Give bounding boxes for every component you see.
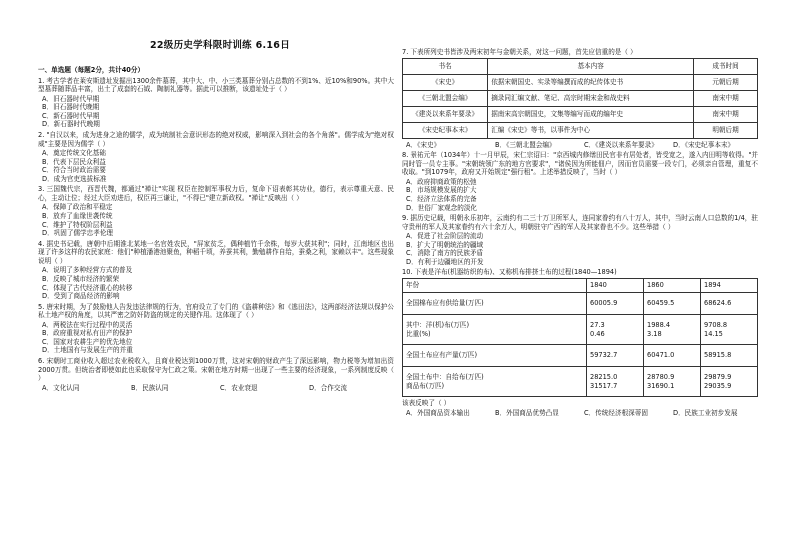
table-header: 基本内容 <box>488 58 694 74</box>
option-c: C．经济立法体系的完备 <box>406 194 477 203</box>
table-row <box>403 345 758 367</box>
table-cell: 60471.0 <box>644 345 701 367</box>
table-cell: 《建炎以来系年要录》 <box>403 106 488 122</box>
question-9 <box>402 214 758 266</box>
question-6 <box>38 357 394 392</box>
option-d: D．成为官吏选拔标准 <box>42 174 107 183</box>
right-column <box>402 48 758 419</box>
option-d: D．受到了商品经济的影响 <box>42 292 120 301</box>
table-cell: 27.3 0.46 <box>587 315 644 345</box>
table-cell: 年份 <box>403 279 587 293</box>
table-cell: 9708.8 14.15 <box>701 315 758 345</box>
table-cell: 依据宋朝国史、实录等编撰而成的纪传体史书 <box>488 74 694 90</box>
option-b: B．《三朝北盟会编》 <box>495 140 556 149</box>
option-c: C．体现了古代经济重心的转移 <box>42 283 133 292</box>
option-b: B．外国商品优势凸显 <box>495 408 559 417</box>
option-b: B．旧石器时代晚期 <box>42 103 100 112</box>
option-d: D．世俗厂家观念的淡化 <box>406 203 478 212</box>
option-d: D．巩固了儒学忠孝伦理 <box>42 229 114 238</box>
table-row <box>403 367 758 397</box>
option-a: A．外国商品资本输出 <box>406 408 470 417</box>
question-5 <box>38 303 394 355</box>
table-cell: 明朝后期 <box>694 122 758 138</box>
table-cell: 1988.4 3.18 <box>644 315 701 345</box>
option-a: A．奠定传统文化基础 <box>42 149 106 158</box>
question-text: 8. 景祐元年（1034年）十一月甲辰，宋仁宗诏曰："京西城内修缮田民官非有居处者，皆受宽之，遂入内田明等收得。"并同时管一员专主事。"宋朝统领广东的地方官要求"，"诸侯因为所能佃户，因而官员需要一段专门，必须亲自管理，重复不收取。"到1079年，政府又开始规定"强行租"。上述举措反映了，当时（ ） <box>402 151 758 177</box>
table-row <box>403 293 758 315</box>
question-text: 7. 下表所列史书皆涉及两宋初年与金朝关系，对这一问题，首先应信重的是（ ） <box>402 48 637 56</box>
table-cell: 28780.9 31690.1 <box>644 367 701 397</box>
option-a: A．保障了政治和平稳定 <box>42 203 113 212</box>
table-cell: 60459.5 <box>644 293 701 315</box>
option-a: A．政府抑商政策的松弛 <box>406 177 477 186</box>
option-a: A．《宋史》 <box>406 140 441 149</box>
option-d: D．合作交流 <box>309 383 348 392</box>
option-c: C．《建炎以来系年要录》 <box>584 140 658 149</box>
table-cell: 《宋史》 <box>403 74 488 90</box>
question-text: 3. 三国魏代宗，西晋代魏，都通过"禅让"实现 权臣在控制军事权力后，复命下诏表彰其功业，德行，表示尊重天意、民心，主动让位；经过大臣劝进后，权臣再三谦让，"不得已"建立新政权。"禅让"反映出（ ） <box>38 185 394 202</box>
page-title: 22级历史学科限时训练 6.16日 <box>149 40 291 51</box>
table-row <box>403 315 758 345</box>
option-a: A．旧石器时代早期 <box>42 94 100 103</box>
table-cell: 59732.7 <box>587 345 644 367</box>
question-text: 9. 据历史记载，明朝永乐初年，云南约有二三十万卫所军人，连同家眷约有八十万人，其中，当时云南人口总数的1/4，驻守贵州的军人及其家眷约有六十余万人，明朝驻守广西的军人及其家眷也不少。这些举措（ ） <box>402 214 758 231</box>
question-text: 6. 宋朝时工商业收入超过农业税收入，且商业税达到1000万贯，这对宋朝的财政产生了深远影响，物力税等为增加出资2000万贯。但统治者即使如此也采取保守为仁政之策。宋朝在地方时期一出现了一些主要的经济现象，一系列制度反映（ ） <box>38 357 394 383</box>
table-row <box>403 74 758 90</box>
option-c: C．符合当时政治需要 <box>42 166 106 175</box>
question-2 <box>38 131 394 183</box>
question-prompt: 该表反映了（ ） <box>402 399 451 407</box>
option-c: C．传统经济根深蒂固 <box>584 408 648 417</box>
left-column <box>38 46 394 394</box>
table-cell: 《三朝北盟会编》 <box>403 90 488 106</box>
option-b: B．扩大了明朝统治的疆域 <box>406 240 484 249</box>
table-cell: 南宋中期 <box>694 90 758 106</box>
table-cell: 据南宋高宗朝国史，文集等编写而成的编年史 <box>488 106 694 122</box>
question-text: 1. 考古学者在莱安斯遗址发掘出1300余件墓葬，其中大、中、小三类墓葬分别占总数的不到1%、近10%和90%。其中大型墓葬随葬品丰富，出土了成套的石钺、陶制礼器等。据此可以推断，该遗址处于（ ） <box>38 76 394 94</box>
table-header-row <box>403 58 758 74</box>
table-cell: 南宋中期 <box>694 106 758 122</box>
table-row <box>403 122 758 138</box>
option-b: B．反映了城市经济的繁荣 <box>42 274 120 283</box>
option-a: A．两税法在实行过程中的灵活 <box>42 320 133 329</box>
table-cell: 58915.8 <box>701 345 758 367</box>
option-b: B．市场规模发展的扩大 <box>406 186 477 195</box>
option-a: A．促进了社会阶层的流动 <box>406 232 484 241</box>
question-text: 2. "自汉以来，成为进身之途的儒学，成为统制社会意识形态的绝对权威，影响深入到社会的各个角落"。儒学成为"绝对权威"主要是因为儒学（ ） <box>38 130 394 148</box>
option-d: D．新石器时代晚期 <box>42 120 100 129</box>
option-d: D．土地国有与发展生产的并重 <box>42 346 133 355</box>
table-cell: 全国棉布应有供给量(万匹) <box>403 293 587 315</box>
option-c: C．新石器时代早期 <box>42 111 100 120</box>
table-cell: 《宋史纪事本末》 <box>403 122 488 138</box>
table-cell: 其中：洋(机)布(万匹) 比重(%) <box>403 315 587 345</box>
option-a: A．说明了多种经营方式的普及 <box>42 266 133 275</box>
option-b: B．放弃了血缘世袭传统 <box>42 212 113 220</box>
section-heading: 一、单选题（每题2分，共计40分） <box>38 66 145 74</box>
table-cell: 全国土布应有产量(万匹) <box>403 345 587 367</box>
table-cell: 1840 <box>587 279 644 293</box>
option-b: B．民族认同 <box>131 383 169 392</box>
table-cell: 60005.9 <box>587 293 644 315</box>
table-cell: 29879.9 29035.9 <box>701 367 758 397</box>
table-cell: 28215.0 31517.7 <box>587 367 644 397</box>
option-c: C．国家对农耕生产的优先地位 <box>42 337 133 346</box>
table-row <box>403 106 758 122</box>
cloth-table <box>402 278 758 397</box>
table-header: 书名 <box>403 58 488 74</box>
table-cell: 元朝后期 <box>694 74 758 90</box>
question-text: 4. 据史书记载，唐朝中后期淮北某地一名官姓农民，"屏家贫乏，偶种植竹千余株，每岁大获其利"；同时，江南地区也出现了许多这样的农民家庭：他们"种植潘港池聚鱼，种稻千顷，养蚕其利，勤勉耕作自给，蚕桑之利，家赖以丰"。这些现象说明（ ） <box>38 239 394 265</box>
option-d: D．民族工业初步发展 <box>673 408 738 417</box>
option-b: B．代表下层民众利益 <box>42 157 106 166</box>
table-cell: 全国土布中：自给布(万匹) 商品布(万匹) <box>403 367 587 397</box>
table-cell: 68624.6 <box>701 293 758 315</box>
table-row <box>403 90 758 106</box>
option-c: C．农业衰退 <box>220 383 258 392</box>
option-a: A．文化认同 <box>42 383 80 392</box>
sources-table <box>402 58 758 139</box>
option-c: C．维护了特权阶层利益 <box>42 220 113 229</box>
question-10 <box>402 268 758 417</box>
option-d: D．有利于边疆地区的开发 <box>406 257 484 266</box>
option-d: D．《宋史纪事本末》 <box>673 140 735 149</box>
question-8 <box>402 151 758 212</box>
table-cell: 1860 <box>644 279 701 293</box>
option-c: C．消除了南方的民族矛盾 <box>406 249 484 258</box>
question-1 <box>38 77 394 129</box>
table-cell: 摘录同汇编文献、笔记、高宗时期宋金和战史料 <box>488 90 694 106</box>
table-cell: 汇编《宋史》等书，以事件为中心 <box>488 122 694 138</box>
option-b: B．政府重视对私有田产的保护 <box>42 329 133 338</box>
question-text: 5. 唐宋时期，为了鼓励他人告发违法律规的行为，官府设立了专门的《盗耕种法》和《逃田法》，这两部经济法规以保护公私土地产权的角度，以其严密之防奸防盗的规定的关键作用。这体现了（ ） <box>38 302 394 320</box>
table-header: 成书时间 <box>694 58 758 74</box>
question-3 <box>38 185 394 237</box>
question-7 <box>402 48 758 149</box>
question-text: 10. 下表是洋布(机器纺织的布)、又称机布排挤土布的过程(1840—1894) <box>402 268 617 277</box>
table-cell: 1894 <box>701 279 758 293</box>
question-4 <box>38 240 394 301</box>
table-row <box>403 279 758 293</box>
